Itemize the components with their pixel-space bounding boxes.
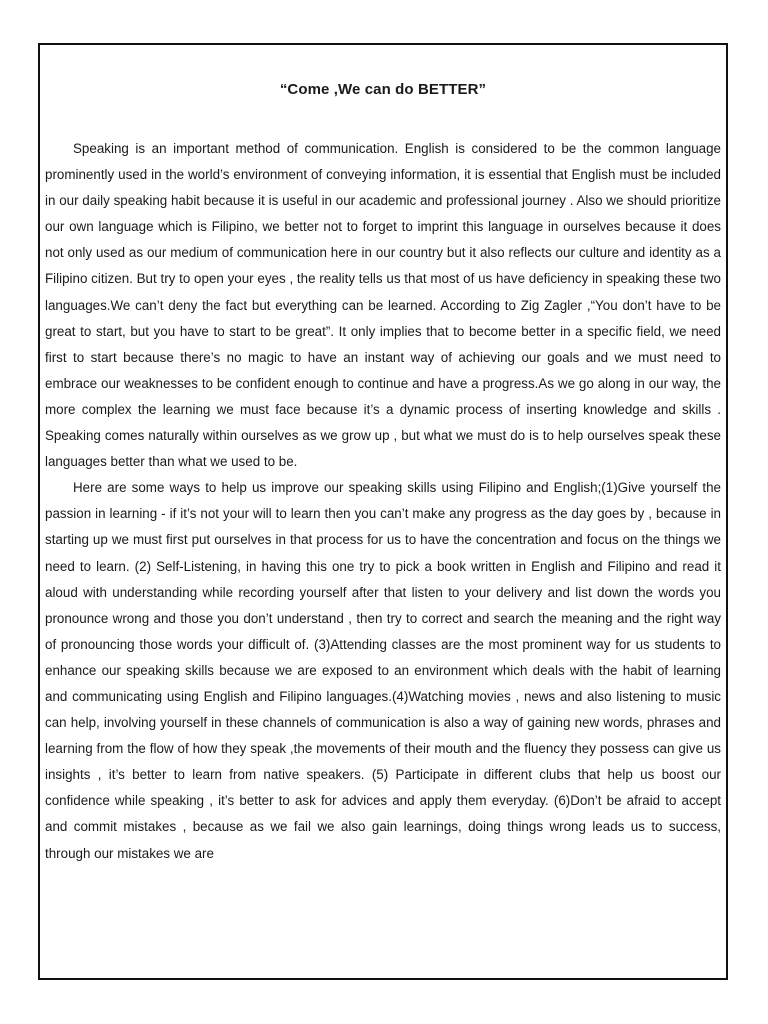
paragraph: Speaking is an important method of communication. English is considered to be the common language prominently used in the world’s environment of conveying information, it is essential that English must be included in our daily speaking habit because it is useful in our academic and professional journey . Also we should prioritize our own language which is Filipino, we better not to forget to imprint this language in ourselves because it does not only used as our medium of communication here in our country but it also reflects our culture and identity as a Filipino citizen. But try to open your eyes , the reality tells us that most of us have deficiency in speaking these two languages.We can’t deny the fact but everything can be learned. According to Zig Zagler ,“You don’t have to be great to start, but you have to start to be great”. It only implies that to become better in a specific field, we need first to start because there’s no magic to have an instant way of achieving our goals and we must need to embrace our weaknesses to be confident enough to continue and have a progress.As we go along in our way, the more complex the learning we must face because it’s a dynamic process of inserting knowledge and skills . Speaking comes naturally within ourselves as we grow up , but what we must do is to help ourselves speak these languages better than what we used to be. bbox=[45, 141, 721, 470]
document-body bbox=[45, 136, 721, 867]
document-page bbox=[38, 43, 728, 980]
document-title: “Come ,We can do BETTER” bbox=[279, 81, 487, 98]
paragraph: Here are some ways to help us improve our speaking skills using Filipino and English;(1)Give yourself the passion in learning - if it’s not your will to learn then you can’t make any progress as the day goes by , because in starting up we must first put ourselves in that process for us to have the concentration and focus on the things we need to learn. (2) Self-Listening, in having this one try to pick a book written in English and Filipino and read it aloud with understanding while recording yourself after that listen to your delivery and list down the words you pronounce wrong and those you don’t understand , then try to correct and search the meaning and the right way of pronouncing those words your difficult of. (3)Attending classes are the most prominent way for us students to enhance our speaking skills because we are exposed to an environment which deals with the habit of learning and communicating using English and Filipino languages.(4)Watching movies , news and also listening to music can help, involving yourself in these channels of communication is also a way of gaining new words, phrases and learning from the flow of how they speak ,the movements of their mouth and the fluency they possess can give us insights , it’s better to learn from native speakers. (5) Participate in different clubs that help us boost our confidence while speaking , it’s better to ask for advices and apply them everyday. (6)Don’t be afraid to accept and commit mistakes , because as we fail we also gain learnings, doing things wrong leads us to success, through our mistakes we are bbox=[45, 480, 721, 861]
